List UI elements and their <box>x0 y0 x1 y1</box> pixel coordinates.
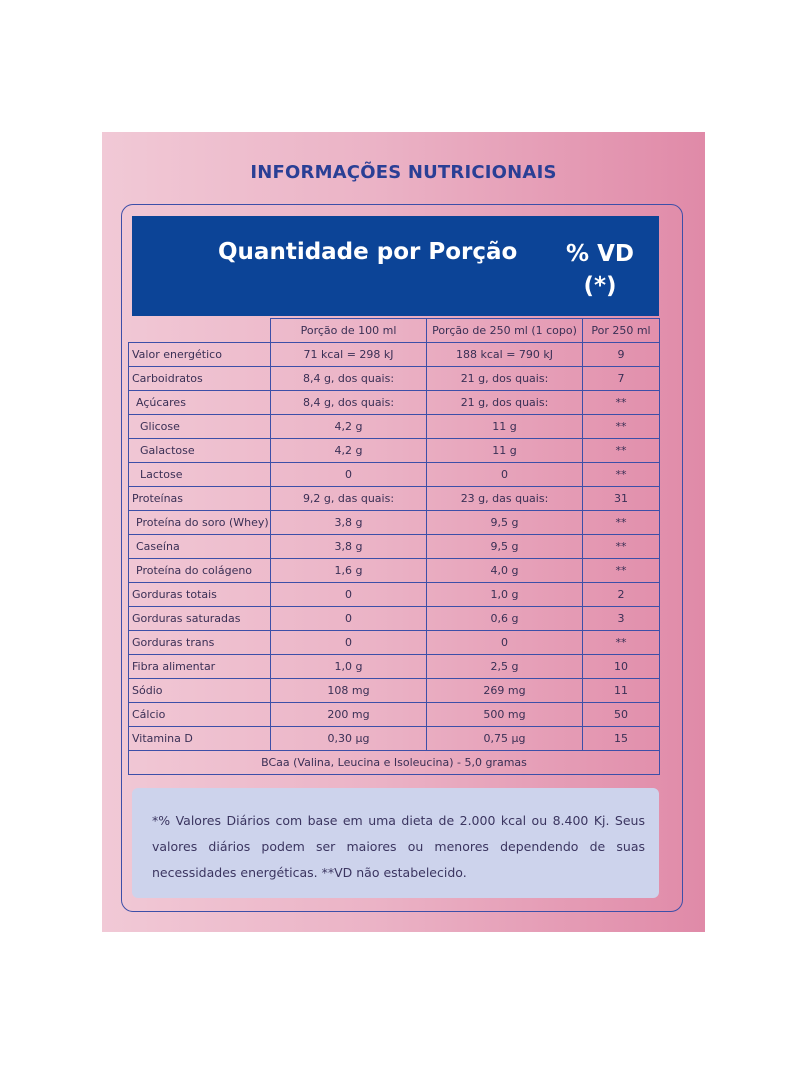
row-label: Proteínas <box>129 487 271 511</box>
row-label: Lactose <box>129 463 271 487</box>
value-250ml: 11 g <box>427 415 583 439</box>
value-vd: 11 <box>583 679 660 703</box>
value-100ml: 0 <box>271 607 427 631</box>
nutrition-table <box>128 318 660 775</box>
bcaa-note: BCaa (Valina, Leucina e Isoleucina) - 5,0 gramas <box>129 751 660 775</box>
value-250ml: 21 g, dos quais: <box>427 367 583 391</box>
value-100ml: 0 <box>271 631 427 655</box>
value-250ml: 1,0 g <box>427 583 583 607</box>
page-title: INFORMAÇÕES NUTRICIONAIS <box>250 162 557 183</box>
value-vd: 50 <box>583 703 660 727</box>
value-vd: ** <box>583 559 660 583</box>
row-label: Vitamina D <box>129 727 271 751</box>
value-100ml: 3,8 g <box>271 535 427 559</box>
value-vd: ** <box>583 439 660 463</box>
row-label: Gorduras saturadas <box>129 607 271 631</box>
value-250ml: 21 g, dos quais: <box>427 391 583 415</box>
empty-corner-cell <box>129 319 271 343</box>
column-header-100ml: Porção de 100 ml <box>271 319 427 343</box>
value-250ml: 269 mg <box>427 679 583 703</box>
vd-heading <box>565 238 635 302</box>
table-row <box>129 415 660 439</box>
row-label: Caseína <box>129 535 271 559</box>
value-250ml: 11 g <box>427 439 583 463</box>
value-250ml: 0 <box>427 631 583 655</box>
value-250ml: 0,6 g <box>427 607 583 631</box>
value-250ml: 0 <box>427 463 583 487</box>
value-vd: 31 <box>583 487 660 511</box>
value-vd: 9 <box>583 343 660 367</box>
table-row <box>129 655 660 679</box>
table-row <box>129 487 660 511</box>
value-100ml: 8,4 g, dos quais: <box>271 391 427 415</box>
value-250ml: 9,5 g <box>427 511 583 535</box>
row-label: Gorduras totais <box>129 583 271 607</box>
value-vd: 7 <box>583 367 660 391</box>
value-250ml: 4,0 g <box>427 559 583 583</box>
table-row <box>129 367 660 391</box>
value-100ml: 0 <box>271 463 427 487</box>
value-250ml: 2,5 g <box>427 655 583 679</box>
table-row <box>129 607 660 631</box>
vd-sublabel: (*) <box>583 273 617 299</box>
value-vd: 10 <box>583 655 660 679</box>
value-100ml: 71 kcal = 298 kJ <box>271 343 427 367</box>
column-header-vd: Por 250 ml <box>583 319 660 343</box>
value-vd: 3 <box>583 607 660 631</box>
value-vd: ** <box>583 415 660 439</box>
row-label: Carboidratos <box>129 367 271 391</box>
table-header <box>132 216 659 316</box>
value-250ml: 9,5 g <box>427 535 583 559</box>
value-100ml: 3,8 g <box>271 511 427 535</box>
value-vd: ** <box>583 511 660 535</box>
row-label: Glicose <box>129 415 271 439</box>
footnote: *% Valores Diários com base em uma dieta de 2.000 kcal ou 8.400 Kj. Seus valores diários podem ser maiores ou menores dependendo de suas necessidades energéticas. **VD não estabelecido. <box>132 788 659 898</box>
table-row <box>129 703 660 727</box>
table-row <box>129 463 660 487</box>
row-label: Sódio <box>129 679 271 703</box>
nutrition-table-body <box>129 319 660 775</box>
value-250ml: 500 mg <box>427 703 583 727</box>
table-row <box>129 439 660 463</box>
value-100ml: 4,2 g <box>271 415 427 439</box>
value-vd: ** <box>583 391 660 415</box>
table-row <box>129 727 660 751</box>
value-250ml: 23 g, das quais: <box>427 487 583 511</box>
value-100ml: 200 mg <box>271 703 427 727</box>
table-row <box>129 631 660 655</box>
table-row <box>129 535 660 559</box>
value-vd: 2 <box>583 583 660 607</box>
value-250ml: 0,75 µg <box>427 727 583 751</box>
value-100ml: 1,0 g <box>271 655 427 679</box>
table-row <box>129 583 660 607</box>
table-row <box>129 343 660 367</box>
row-label: Fibra alimentar <box>129 655 271 679</box>
value-100ml: 9,2 g, das quais: <box>271 487 427 511</box>
table-row <box>129 679 660 703</box>
value-vd: ** <box>583 631 660 655</box>
value-100ml: 0 <box>271 583 427 607</box>
row-label: Proteína do colágeno <box>129 559 271 583</box>
row-label: Proteína do soro (Whey) <box>129 511 271 535</box>
row-label: Cálcio <box>129 703 271 727</box>
row-label: Açúcares <box>129 391 271 415</box>
column-header-row <box>129 319 660 343</box>
value-100ml: 8,4 g, dos quais: <box>271 367 427 391</box>
vd-label: % VD <box>566 241 634 267</box>
value-vd: ** <box>583 463 660 487</box>
value-250ml: 188 kcal = 790 kJ <box>427 343 583 367</box>
row-label: Gorduras trans <box>129 631 271 655</box>
column-header-250ml: Porção de 250 ml (1 copo) <box>427 319 583 343</box>
value-100ml: 0,30 µg <box>271 727 427 751</box>
quantity-per-portion-heading: Quantidade por Porção <box>218 239 518 265</box>
table-row <box>129 559 660 583</box>
row-label: Valor energético <box>129 343 271 367</box>
value-100ml: 108 mg <box>271 679 427 703</box>
value-100ml: 1,6 g <box>271 559 427 583</box>
row-label: Galactose <box>129 439 271 463</box>
value-vd: 15 <box>583 727 660 751</box>
table-row <box>129 511 660 535</box>
table-row <box>129 391 660 415</box>
bcaa-row <box>129 751 660 775</box>
value-vd: ** <box>583 535 660 559</box>
value-100ml: 4,2 g <box>271 439 427 463</box>
